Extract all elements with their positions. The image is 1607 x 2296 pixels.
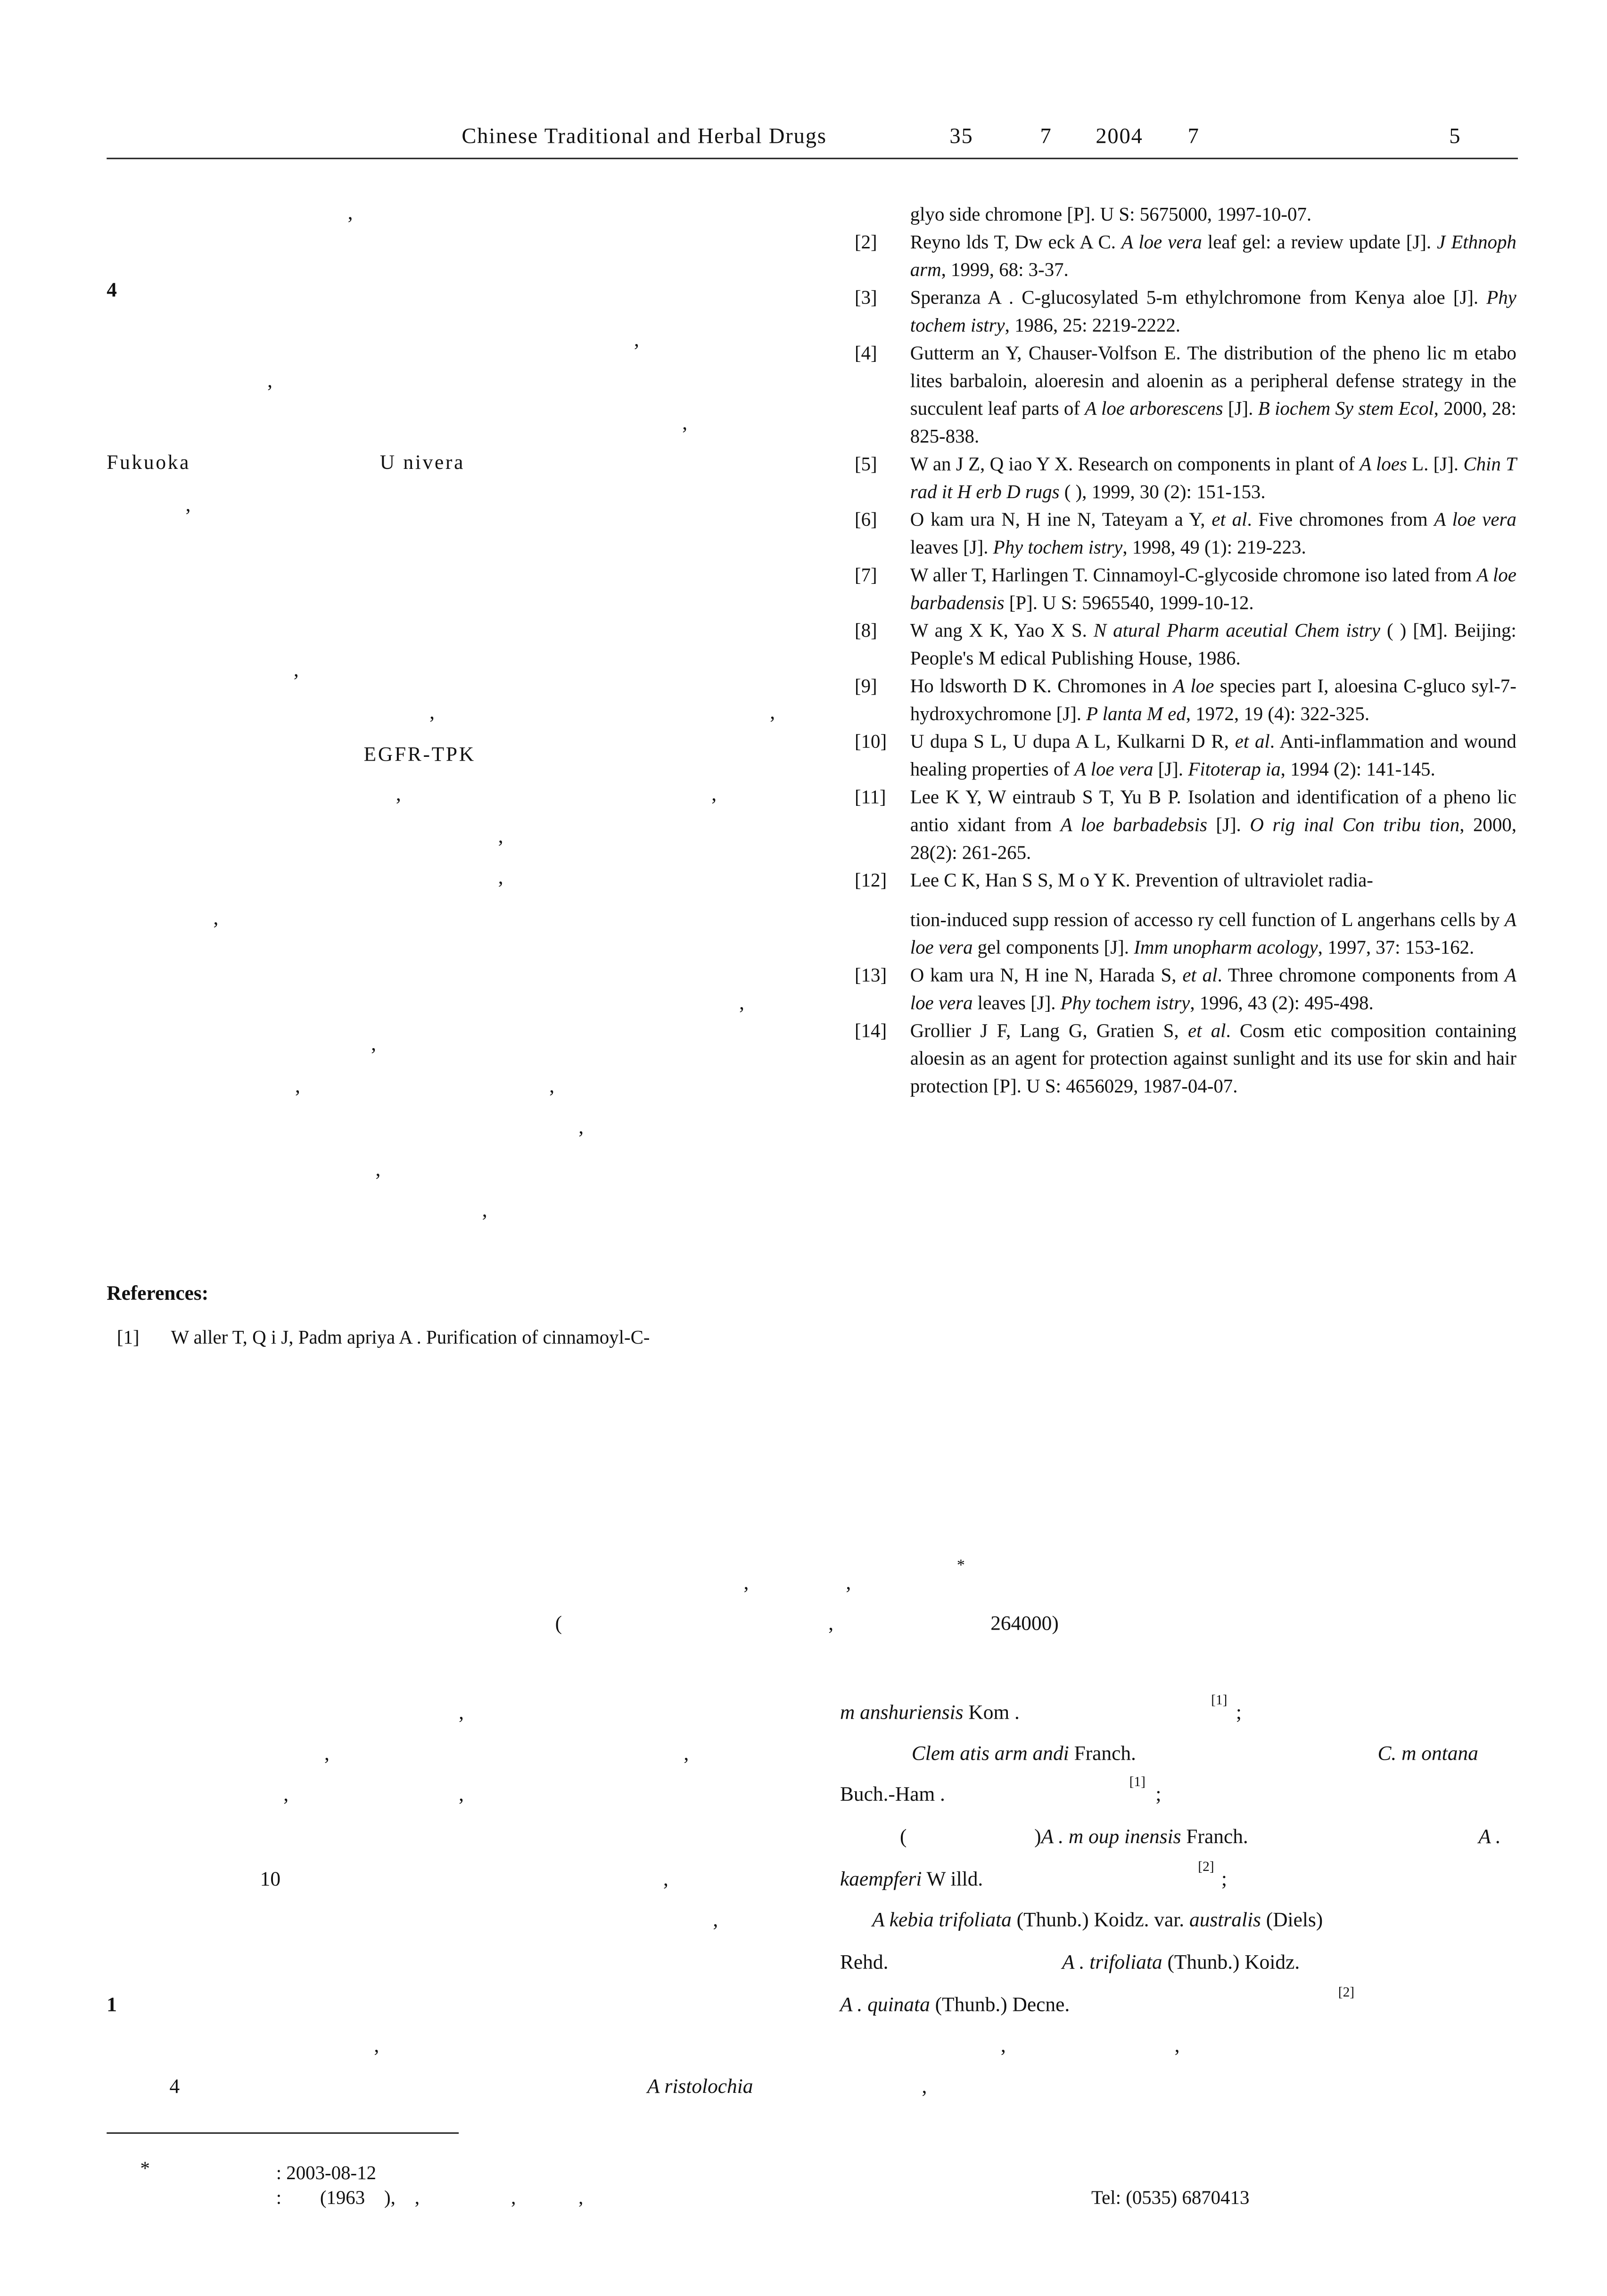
received-date: : 2003-08-12 xyxy=(276,2161,377,2184)
reference-entry xyxy=(834,616,1516,672)
punct-comma: , xyxy=(770,702,775,725)
header-rule xyxy=(107,158,1518,159)
punct-comma: , xyxy=(1174,2036,1180,2058)
reference-text: Speranza A . C-glucosylated 5-m ethylchromone from Kenya aloe [J]. xyxy=(910,286,1487,308)
genus-aristolochia: A ristolochia xyxy=(647,2076,753,2099)
journal-issue: 7 xyxy=(1040,125,1052,149)
references-heading: References: xyxy=(107,1284,209,1306)
reference-text: Reyno lds T, Dw eck A C. xyxy=(910,230,1121,253)
species-a-quinata: A . quinata (Thunb.) Decne. xyxy=(840,1995,1070,2017)
reference-text: , 1996, 43 (2): 495-498. xyxy=(1190,992,1374,1014)
punct-comma: , xyxy=(459,1703,464,1725)
reference-number: [3] xyxy=(854,286,877,308)
reference-text: [J]. xyxy=(1223,397,1258,419)
punct-comma: , xyxy=(267,371,272,393)
reference-italic-text: Fitoterap ia xyxy=(1188,758,1281,780)
reference-italic-text: A loe vera xyxy=(1074,758,1154,780)
punct-comma: , xyxy=(374,2036,379,2058)
semicolon: ; xyxy=(1221,1869,1227,1892)
punct-comma: , xyxy=(743,1573,749,1595)
number-ten: 10 xyxy=(260,1869,281,1892)
reference-text: O kam ura N, H ine N, Harada S, xyxy=(910,964,1183,986)
punct-comma: , xyxy=(283,1785,289,1807)
reference-text: . Cosm etic composition containing aloesin as an agent for protection against sunlight and its use for skin and hair protection [P]. U S: 4656029, 1987-04-07. xyxy=(910,1019,1516,1097)
punct-comma: , xyxy=(347,203,353,225)
reference-italic-text: A loe vera xyxy=(910,908,1516,959)
punct-comma: , xyxy=(711,784,717,806)
reference-text: , 2000, 28: 825-838. xyxy=(910,397,1516,447)
punct-comma: , xyxy=(713,1910,718,1933)
punct-comma: , xyxy=(324,1744,330,1766)
species-kaempferi: kaempferi W illd. xyxy=(840,1869,983,1892)
open-paren: ( xyxy=(900,1827,907,1849)
punct-comma: , xyxy=(396,784,401,806)
reference-text: , 1986, 25: 2219-2222. xyxy=(1005,314,1181,336)
reference-text: . Anti-inflammation and wound healing properties of xyxy=(910,730,1516,780)
punct-comma: , xyxy=(739,993,744,1015)
reference-italic-text: P lanta M ed xyxy=(1086,702,1186,725)
reference-number: [10] xyxy=(854,730,887,753)
reference-text: Gutterm an Y, Chauser-Volfson E. The distribution of the pheno lic m etabo lites barbaloin, aloeresin and aloenin as a peripheral defense strategy in the succulent leaf parts of xyxy=(910,342,1516,419)
citation-1: [1] xyxy=(1129,1776,1146,1791)
reference-italic-text: A loe barbadensis xyxy=(910,564,1516,614)
affiliation-open-paren: ( xyxy=(555,1614,562,1636)
reference-italic-text: A loe vera xyxy=(910,964,1516,1014)
species-c-montana: C. m ontana xyxy=(1377,1744,1478,1766)
reference-number: [2] xyxy=(854,230,877,253)
reference-number: [12] xyxy=(854,869,887,891)
punct-comma: , xyxy=(549,1076,555,1099)
reference-entry xyxy=(834,561,1516,616)
semicolon: ; xyxy=(1236,1703,1242,1725)
reference-entry xyxy=(834,961,1516,1017)
reference-italic-text: B iochem Sy stem Ecol xyxy=(1258,397,1434,419)
punct-comma: , xyxy=(213,908,219,931)
reference-italic-text: Imm unopharm acology xyxy=(1134,936,1318,959)
punct-comma: , xyxy=(846,1573,851,1595)
reference-number: [4] xyxy=(854,342,877,364)
reference-text: [J]. xyxy=(1207,813,1250,836)
species-a-trifoliata: A . trifoliata (Thunb.) Koidz. xyxy=(1062,1952,1300,1975)
reference-list xyxy=(834,200,1516,1100)
reference-text: gel components [J]. xyxy=(972,936,1134,959)
reference-entry xyxy=(834,1017,1516,1100)
reference-number: [13] xyxy=(854,964,887,986)
punct-comma: , xyxy=(498,867,503,890)
reference-entry xyxy=(834,672,1516,728)
species-a-abbrev: A . xyxy=(1478,1827,1501,1849)
reference-text: Lee C K, Han S S, M o Y K. Prevention of ultraviolet radia- xyxy=(910,869,1373,891)
reference-text: Grollier J F, Lang G, Gratien S, xyxy=(910,1019,1188,1041)
reference-entry xyxy=(834,283,1516,339)
punct-comma: , xyxy=(578,1117,584,1140)
reference-italic-text: Phy tochem istry xyxy=(910,286,1516,336)
reference-text: O kam ura N, H ine N, Tateyam a Y, xyxy=(910,508,1212,530)
punct-comma: , xyxy=(1000,2036,1006,2058)
footnote-rule xyxy=(107,2132,459,2134)
page-number: 5 xyxy=(1449,125,1461,149)
reference-entry xyxy=(834,727,1516,783)
reference-entry xyxy=(834,200,1516,228)
reference-entry xyxy=(834,866,1516,894)
reference-text: ( ) [M]. Beijing: People's M edical Publishing House, 1986. xyxy=(910,619,1516,669)
species-clematis: Clem atis arm andi Franch. xyxy=(911,1744,1136,1766)
author-info: : (1963 ), , , , xyxy=(276,2186,584,2208)
journal-volume: 35 xyxy=(949,125,973,149)
reference-number: [9] xyxy=(854,674,877,697)
reference-number: [1] xyxy=(116,1326,140,1348)
punct-comma: , xyxy=(634,330,639,352)
reference-text: leaves [J]. xyxy=(972,992,1061,1014)
authority-buch-ham: Buch.-Ham . xyxy=(840,1785,945,1807)
punct-comma: , xyxy=(295,1076,300,1099)
citation-2: [2] xyxy=(1198,1861,1214,1876)
section-number: 1 xyxy=(107,1995,117,2017)
journal-month: 7 xyxy=(1187,125,1200,149)
punct-comma: , xyxy=(922,2076,927,2099)
reference-text: Ho ldsworth D K. Chromones in xyxy=(910,674,1173,697)
reference-italic-text: J Ethnoph arm xyxy=(910,230,1516,281)
punct-comma: , xyxy=(682,413,688,435)
reference-number: [14] xyxy=(854,1019,887,1041)
reference-italic-text: A loe barbadebsis xyxy=(1060,813,1207,836)
reference-text: L. [J]. xyxy=(1407,452,1464,475)
reference-italic-text: A loes xyxy=(1360,452,1407,475)
punct-comma: , xyxy=(293,660,299,682)
reference-italic-text: Phy tochem istry xyxy=(993,536,1123,558)
punct-comma: , xyxy=(185,495,191,517)
reference-number: [5] xyxy=(854,452,877,475)
number-four: 4 xyxy=(169,2076,180,2099)
reference-number: [8] xyxy=(854,619,877,641)
reference-text: leaf gel: a review update [J]. xyxy=(1202,230,1437,253)
punct-comma: , xyxy=(459,1785,464,1807)
reference-text: U dupa S L, U dupa A L, Kulkarni D R, xyxy=(910,730,1235,753)
reference-text: W aller T, Harlingen T. Cinnamoyl-C-glycoside chromone iso lated from xyxy=(910,564,1477,586)
footnote-star: * xyxy=(140,2157,150,2179)
citation-2: [2] xyxy=(1338,1986,1355,2001)
egfr-tpk-text: EGFR-TPK xyxy=(363,745,476,767)
reference-italic-text: et al xyxy=(1235,730,1270,753)
species-line-1: m anshuriensis Kom . xyxy=(840,1703,1020,1725)
reference-text: , 1999, 68: 3-37. xyxy=(941,258,1069,281)
reference-italic-text: O rig inal Con tribu tion xyxy=(1250,813,1460,836)
reference-text: , 2000, 28(2): 261-265. xyxy=(910,813,1516,863)
reference-text: glyo side chromone [P]. U S: 5675000, 1997-10-07. xyxy=(910,203,1312,225)
reference-text: , 1994 (2): 141-145. xyxy=(1280,758,1435,780)
punct-comma: , xyxy=(371,1034,377,1056)
reference-text: , 1997, 37: 153-162. xyxy=(1318,936,1475,959)
reference-text: ( ), 1999, 30 (2): 151-153. xyxy=(1059,480,1266,503)
reference-text: . Three chromone components from xyxy=(1217,964,1505,986)
reference-italic-text: et al xyxy=(1187,1019,1226,1041)
reference-text: Lee K Y, W eintraub S T, Yu B P. Isolation and identification of a pheno lic antio xidant from xyxy=(910,786,1516,836)
reference-italic-text: et al xyxy=(1211,508,1247,530)
punct-comma: , xyxy=(498,827,503,849)
punct-comma: , xyxy=(429,702,435,725)
reference-text: W an J Z, Q iao Y X. Research on components in plant of xyxy=(910,452,1360,475)
reference-italic-text: Chin T rad it H erb D rugs xyxy=(910,452,1516,503)
affiliation-postcode: 264000) xyxy=(990,1614,1059,1636)
reference-text: tion-induced supp ression of accesso ry cell function of L angerhans cells by xyxy=(910,908,1505,931)
reference-italic-text: A loe vera xyxy=(1121,230,1202,253)
reference-italic-text: et al xyxy=(1182,964,1218,986)
reference-text: [P]. U S: 5965540, 1999-10-12. xyxy=(1004,591,1254,614)
species-akebia: A kebia trifoliata (Thunb.) Koidz. var. australis (Diels) xyxy=(872,1910,1323,1933)
reference-italic-text: A loe xyxy=(1173,674,1214,697)
reference-italic-text: Phy tochem istry xyxy=(1060,992,1190,1014)
reference-italic-text: A loe vera xyxy=(1434,508,1516,530)
author-asterisk: * xyxy=(956,1557,965,1574)
reference-number: [11] xyxy=(854,786,886,808)
punct-comma: , xyxy=(828,1614,834,1636)
reference-text: , 1998, 49 (1): 219-223. xyxy=(1122,536,1306,558)
reference-entry xyxy=(834,905,1516,961)
telephone: Tel: (0535) 6870413 xyxy=(1091,2186,1250,2208)
section-number: 4 xyxy=(107,280,117,303)
reference-italic-text: A loe arborescens xyxy=(1085,397,1223,419)
reference-entry xyxy=(834,228,1516,283)
punct-comma: , xyxy=(482,1200,487,1222)
reference-entry xyxy=(834,505,1516,561)
journal-year: 2004 xyxy=(1096,125,1143,149)
reference-number: [7] xyxy=(854,564,877,586)
reference-text: W ang X K, Yao X S. xyxy=(910,619,1094,641)
reference-entry xyxy=(834,339,1516,450)
fukuoka-text: Fukuoka xyxy=(107,452,191,475)
univera-text: U nivera xyxy=(379,452,465,475)
authority-rehd: Rehd. xyxy=(840,1952,889,1975)
reference-text: species part I, aloesina C-gluco syl-7-hydroxychromone [J]. xyxy=(910,674,1516,725)
journal-title: Chinese Traditional and Herbal Drugs xyxy=(461,125,827,149)
reference-text: , 1972, 19 (4): 322-325. xyxy=(1186,702,1370,725)
punct-comma: , xyxy=(375,1159,381,1182)
reference-italic-text: N atural Pharm aceutial Chem istry xyxy=(1093,619,1381,641)
semicolon: ; xyxy=(1155,1785,1162,1807)
punct-comma: , xyxy=(663,1869,668,1892)
reference-number: [6] xyxy=(854,508,877,530)
reference-text: . Five chromones from xyxy=(1247,508,1434,530)
reference-1: W aller T, Q i J, Padm apriya A . Purification of cinnamoyl-C- xyxy=(171,1326,650,1348)
citation-1: [1] xyxy=(1211,1694,1228,1709)
species-a-moupinensis: )A . m oup inensis Franch. xyxy=(1034,1827,1248,1849)
punct-comma: , xyxy=(684,1744,689,1766)
reference-entry xyxy=(834,450,1516,506)
reference-text: [J]. xyxy=(1153,758,1188,780)
reference-text: leaves [J]. xyxy=(910,536,993,558)
reference-entry xyxy=(834,783,1516,866)
